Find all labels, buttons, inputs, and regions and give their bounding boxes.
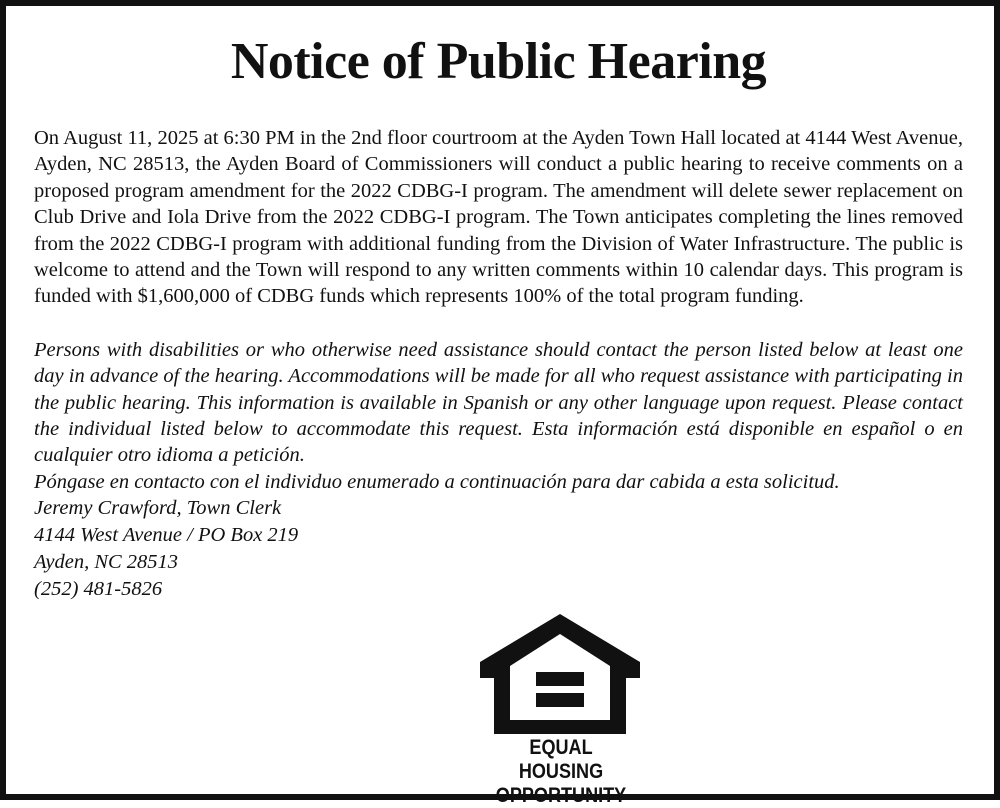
contact-address: 4144 West Avenue / PO Box 219 xyxy=(34,524,299,547)
contact-city: Ayden, NC 28513 xyxy=(34,551,179,574)
hearing-details-paragraph: On August 11, 2025 at 6:30 PM in the 2nd floor courtroom at the Ayden Town Hall located at 4144 West Avenue, Ayden, NC 28513, the Ayden Board of Commissioners will conduct a public hearing to receive comments on a proposed program amendment for the 2022 CDBG-I program. The amendment will delete sewer replacement on Club Drive and Iola Drive from the 2022 CDBG-I program. The Town anticipates completing the lines removed from the 2022 CDBG-I program with additional funding from the Division of Water Infrastructure. The public is welcome to attend and the Town will respond to any written comments within 10 calendar days. This program is funded with $1,600,000 of CDBG funds which represents 100% of the total program funding. xyxy=(34,127,963,308)
equal-housing-line1: EQUAL HOUSING xyxy=(518,736,604,783)
contact-block xyxy=(34,495,963,603)
equal-housing-line2: OPPORTUNITY xyxy=(495,784,627,807)
equal-housing-text xyxy=(488,736,634,808)
contact-phone: (252) 481-5826 xyxy=(34,578,163,601)
spanish-contact-line: Póngase en contacto con el individuo enumerado a continuación para dar cabida a esta solicitud. xyxy=(34,470,840,493)
equal-housing-logo xyxy=(476,610,646,807)
accessibility-paragraph xyxy=(34,337,963,495)
contact-name: Jeremy Crawford, Town Clerk xyxy=(34,497,282,520)
notice-title: Notice of Public Hearing xyxy=(230,33,767,90)
equal-housing-house-icon xyxy=(480,610,640,735)
accessibility-text: Persons with disabilities or who otherwise need assistance should contact the person listed below at least one day in advance of the hearing. Accommodations will be made for all who request assistance with participating in the public hearing. This information is available in Spanish or any other language upon request. Please contact the individual listed below to accommodate this request. Esta información está disponible en español o en cualquier otro idioma a petición. xyxy=(34,338,963,467)
